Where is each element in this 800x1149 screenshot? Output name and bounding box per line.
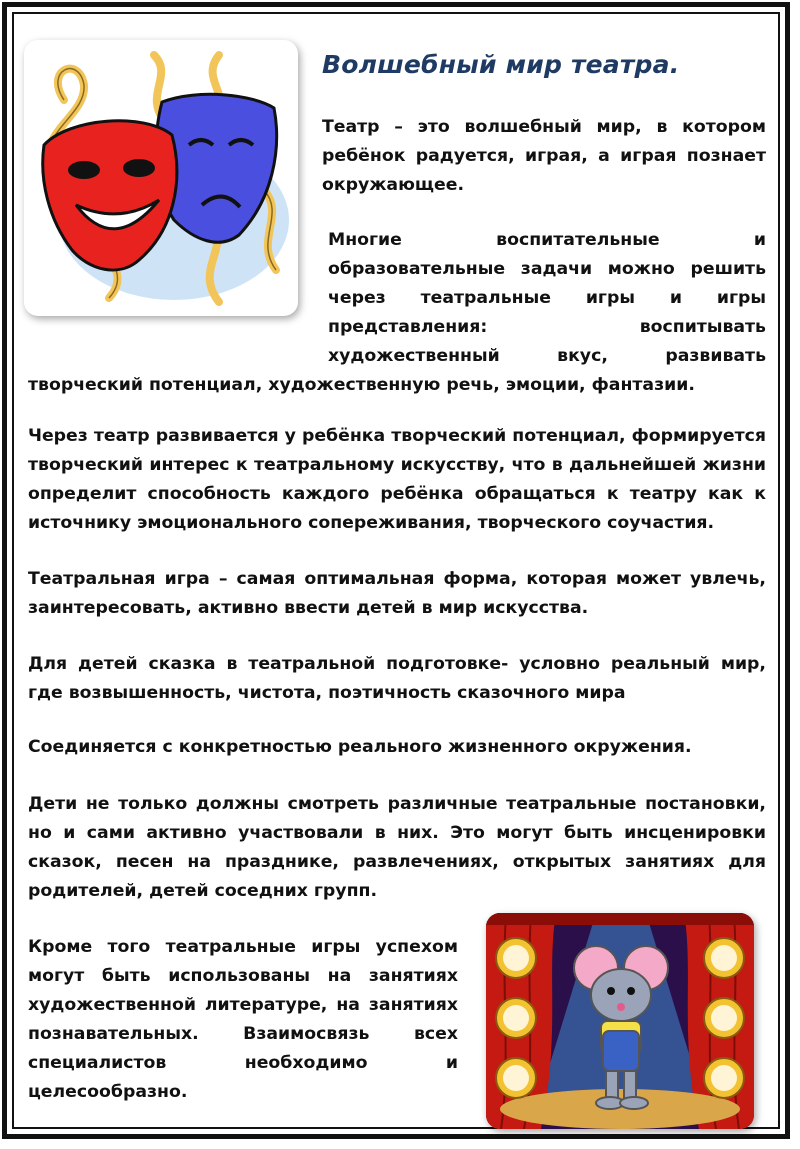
- paragraph-potential: Через театр развивается у ребёнка творческий потенциал, формируется творческий интерес к театральному искусству, что в дальнейшей жизни определит способность каждого ребёнка обращаться к театру как к источнику эмоционального сопереживания, творческого соучастия.: [28, 426, 766, 533]
- paragraph-fairytale: Для детей сказка в театральной подготовке- условно реальный мир, где возвышенность, чистота, поэтичность сказочного мира: [28, 654, 766, 703]
- masks-wrap-spacer: [28, 226, 328, 359]
- paragraph-tasks-text: Многие воспитательные и образовательные задачи можно решить через театральные игры и игры представления: воспитывать художественный вкус, развивать творческий потенциал, художественную речь, эмоции, фантазии.: [28, 230, 766, 395]
- page-title: Волшебный мир театра.: [322, 50, 680, 79]
- mouse-on-stage-illustration: [486, 913, 754, 1129]
- paragraph-tasks: [28, 226, 766, 400]
- paragraph-game: Театральная игра – самая оптимальная форма, которая может увлечь, заинтересовать, активно ввести детей в мир искусства.: [28, 569, 766, 618]
- paragraph-participation: Дети не только должны смотреть различные театральные постановки, но и сами активно участвовали в них. Это могут быть инсценировки сказок, песен на празднике, развлечениях, открытых занятиях для родителей, детей соседних групп.: [28, 794, 766, 901]
- paragraph-reality: Соединяется с конкретностью реального жизненного окружения.: [28, 737, 692, 757]
- paragraph-integration: Кроме того театральные игры успехом могут быть использованы на занятиях художественной литературе, на занятиях познавательных. Взаимосвязь всех специалистов необходимо и целесообразно.: [28, 937, 458, 1102]
- paragraph-intro: Театр – это волшебный мир, в котором ребёнок радуется, играя, а играя познает окружающее.: [322, 117, 766, 195]
